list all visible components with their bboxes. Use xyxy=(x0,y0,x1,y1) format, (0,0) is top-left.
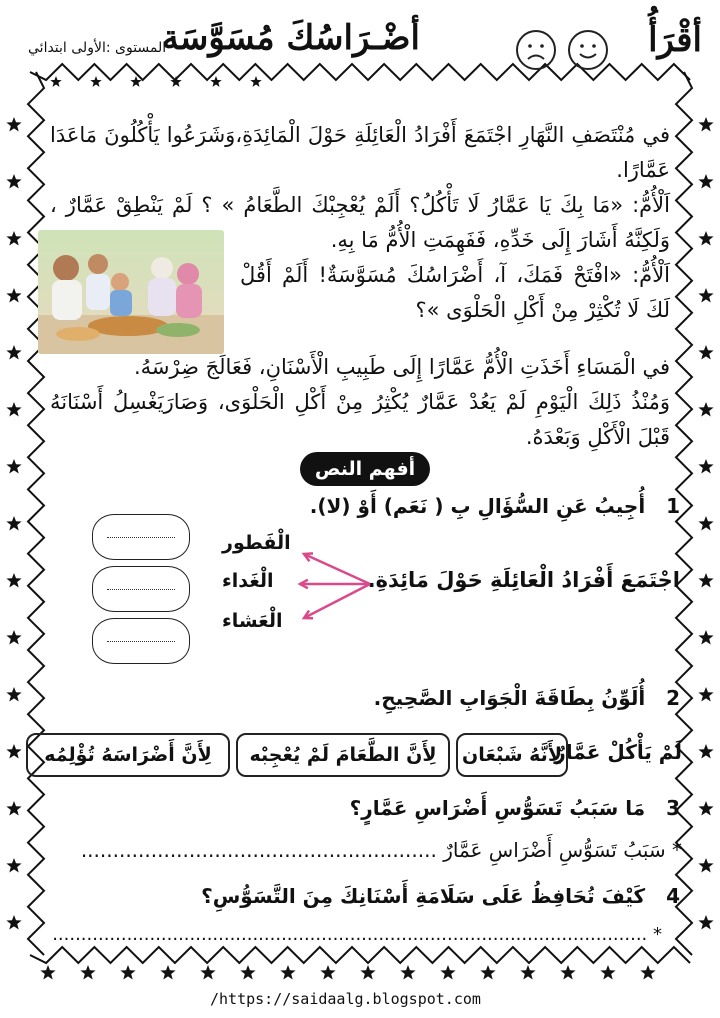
question-text: أُلَوِّنُ بِطَاقَةَ الْجَوَابِ الصَّحِيحِ. xyxy=(373,686,646,710)
star-icon xyxy=(6,573,21,588)
star-icon xyxy=(698,345,713,360)
star-icon xyxy=(698,801,713,816)
story-paragraph: وَمُنْذُ ذَلِكَ الْيَوْمِ لَمْ يَعُدْ عَمَّارٌ يُكْثِرُ مِنْ أَكْلِ الْحَلْوَى، وَصَارَيَغْسِلُ أَسْنَانَهُ قَبْلَ الْأَكْلِ وَبَعْدَهُ. xyxy=(50,390,670,449)
story-text-wrap xyxy=(240,258,670,328)
answer-card[interactable]: لِأَنَّ الطَّعَامَ لَمْ يُعْجِبْه xyxy=(236,733,450,777)
question-number: 4 xyxy=(666,884,680,908)
option-fatour: الْفَطور xyxy=(222,532,291,554)
star-icon xyxy=(480,965,495,980)
star-icon xyxy=(210,76,221,87)
star-icon xyxy=(6,117,21,132)
border-zigzag xyxy=(30,947,690,963)
sad-face-icon xyxy=(516,30,556,70)
star-icon xyxy=(600,965,615,980)
arrow xyxy=(304,584,370,618)
answer-card[interactable]: لِأَنَّ أَضْرَاسَهُ تُؤْلِمُه xyxy=(26,733,230,777)
star-icon xyxy=(6,402,21,417)
read-title: أقْرَأُ xyxy=(648,20,702,60)
q1-sentence: اجْتَمَعَ أَفْرَادُ الْعَائِلَةِ حَوْلَ مَائِدَةِ. xyxy=(367,568,680,592)
star-icon xyxy=(6,915,21,930)
answer-dots: ........................................................ xyxy=(80,838,437,862)
story-paragraph: اَلْأُمُّ: «مَا بِكَ يَا عَمَّارُ لَا تَأْكُلُ؟ أَلَمْ يُعْجِبْكَ الطَّعَامُ » ؟ لَمْ يَنْطِقْ عَمَّارٌ ، وَلَكِنَّهُ أَشَارَ إِلَى خَدِّهِ، فَفَهِمَتِ الْأُمُّ مَا بِهِ. xyxy=(50,193,670,252)
answer-cloud[interactable] xyxy=(92,618,190,664)
star-icon xyxy=(698,630,713,645)
star-icon xyxy=(698,516,713,531)
option-ashaa: الْعَشاء xyxy=(222,610,283,632)
border-zigzag xyxy=(28,72,44,955)
star-icon xyxy=(698,744,713,759)
question-text: مَا سَبَبُ تَسَوُّسِ أَضْرَاسِ عَمَّارٍ؟ xyxy=(349,796,646,820)
star-icon xyxy=(6,687,21,702)
star-icon xyxy=(6,630,21,645)
section-heading: أفهم النص xyxy=(300,452,430,486)
answer-card[interactable]: لِأَنَّهُ شَبْعَان xyxy=(456,733,568,777)
question-4 xyxy=(201,884,680,908)
answer-prefix: * سَبَبُ تَسَوُّسِ أَضْرَاسِ عَمَّارٌ xyxy=(443,838,682,862)
question-number: 2 xyxy=(666,686,680,710)
star-icon xyxy=(698,231,713,246)
lesson-title: أضْـرَاسُكَ مُسَوَّسَة xyxy=(161,18,420,58)
star-icon xyxy=(400,965,415,980)
grade-level: المستوى :الأولى ابتدائي xyxy=(28,40,167,56)
story-text-end xyxy=(50,350,670,455)
star-icon xyxy=(520,965,535,980)
star-icon xyxy=(280,965,295,980)
option-ghadaa: الْغَداء xyxy=(222,570,274,592)
star-icon xyxy=(120,965,135,980)
star-icon xyxy=(40,965,55,980)
arrows-diagram xyxy=(290,540,380,630)
star-icon xyxy=(240,965,255,980)
star-icon xyxy=(698,402,713,417)
smile-face-icon xyxy=(568,30,608,70)
star-icon xyxy=(640,965,655,980)
star-icon xyxy=(6,174,21,189)
star-icon xyxy=(698,174,713,189)
q2-stem: لَمْ يَأْكُلْ عَمَّارٌ xyxy=(554,740,682,764)
star-icon xyxy=(698,117,713,132)
answer-cloud[interactable] xyxy=(92,514,190,560)
family-dinner-photo xyxy=(38,230,224,354)
star-icon xyxy=(698,858,713,873)
star-icon xyxy=(90,76,101,87)
question-text: أُجِيبُ عَنِ السُّؤَالِ بِ ( نَعَم) أَوْ (لا). xyxy=(309,494,646,518)
question-number: 1 xyxy=(666,494,680,518)
star-icon xyxy=(6,516,21,531)
star-icon xyxy=(160,965,175,980)
question-2 xyxy=(374,686,680,710)
star-icon xyxy=(698,915,713,930)
star-icon xyxy=(6,858,21,873)
star-icon xyxy=(6,288,21,303)
footer-url[interactable]: /https://saidaalg.blogspot.com xyxy=(210,990,481,1008)
star-icon xyxy=(698,288,713,303)
star-icon xyxy=(360,965,375,980)
answer-cloud[interactable] xyxy=(92,566,190,612)
star-icon xyxy=(50,76,61,87)
q4-answer-line[interactable] xyxy=(52,924,662,945)
star-icon xyxy=(6,459,21,474)
star-icon xyxy=(6,231,21,246)
star-icon xyxy=(6,744,21,759)
story-paragraph: في الْمَسَاءِ أَخَذَتِ الْأُمُّ عَمَّارًا إِلَى طَبِيبِ الْأَسْنَانِ، فَعَالَجَ ضِرْسَهُ. xyxy=(133,355,670,379)
story-paragraph: اَلْأُمُّ: «افْتَحْ فَمَكَ، آ، أَضْرَاسُكَ مُسَوَّسَةٌ! أَلَمْ أَقُلْ لَكَ لَا تُكْثِرْ مِنْ أَكْلِ الْحَلْوَى »؟ xyxy=(240,263,670,322)
question-3 xyxy=(350,796,680,820)
star-icon xyxy=(320,965,335,980)
star-icon xyxy=(698,573,713,588)
question-1 xyxy=(310,494,680,518)
answer-prefix: * xyxy=(653,924,662,945)
question-text: كَيْفَ تُحَافِظُ عَلَى سَلَامَةِ أَسْنَانِكَ مِنَ التَّسَوُّسِ؟ xyxy=(201,884,646,908)
star-icon xyxy=(6,345,21,360)
story-paragraph: في مُنْتَصَفِ النَّهَارِ اجْتَمَعَ أَفْرَادُ الْعَائِلَةِ حَوْلَ الْمَائِدَةِ،وَشَرَعُوا يَأْكُلُونَ مَاعَدَا عَمَّارًا. xyxy=(50,123,670,182)
q3-answer-line[interactable] xyxy=(81,838,682,862)
star-icon xyxy=(6,801,21,816)
star-icon xyxy=(250,76,261,87)
arrow xyxy=(304,554,370,584)
star-icon xyxy=(698,459,713,474)
star-icon xyxy=(560,965,575,980)
answer-dots: ........................................................................................................ xyxy=(52,924,648,945)
star-icon xyxy=(200,965,215,980)
star-icon xyxy=(440,965,455,980)
star-icon xyxy=(698,687,713,702)
question-number: 3 xyxy=(666,796,680,820)
star-icon xyxy=(80,965,95,980)
